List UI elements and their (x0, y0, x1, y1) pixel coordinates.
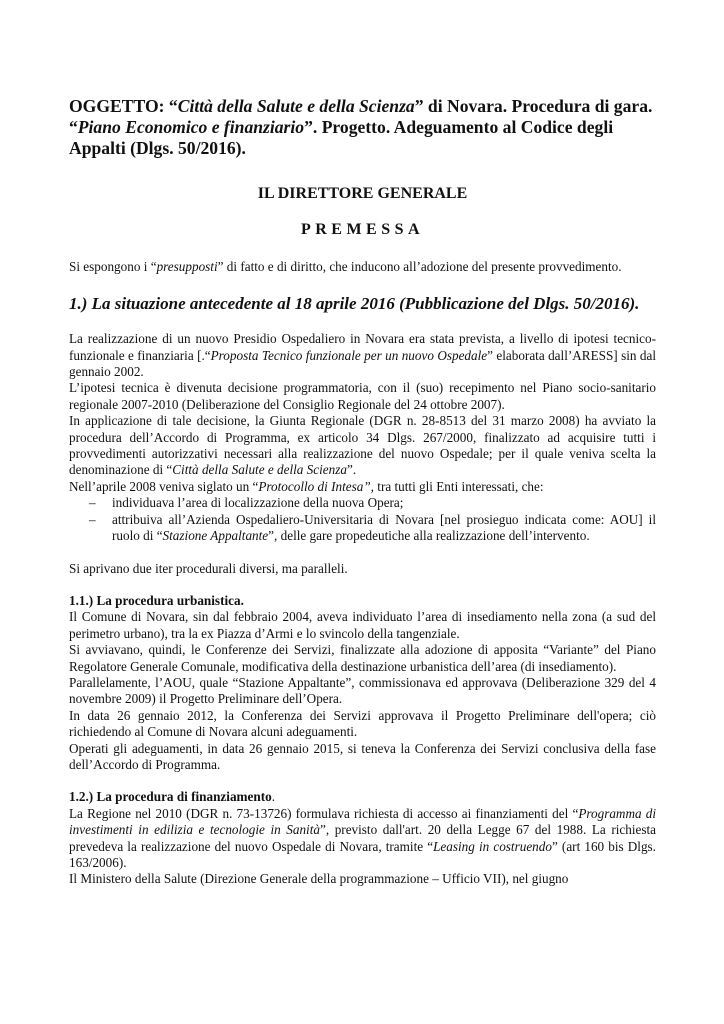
s11-paragraph-2: Si avviavano, quindi, le Conferenze dei Servizi, finalizzate alla adozione di apposita “Variante” del Piano Regolatore Generale Comunale, modificativa della destinazione urbanistica dell’area (di insediamento). (69, 642, 656, 674)
s1-paragraph-2: L’ipotesi tecnica è divenuta decisione programmatoria, con il (suo) recepimento nel Piano socio-sanitario regionale 2007-2010 (Deliberazione del Consiglio Regionale del 24 ottobre 2007). (69, 380, 656, 412)
s11-paragraph-1: Il Comune di Novara, sin dal febbraio 2004, aveva individuato l’area di insediamento nella zona (a sud del perimetro urbano), tra la ex Piazza d’Armi e lo svincolo della tangenziale. (69, 609, 656, 641)
s12-paragraph-1: La Regione nel 2010 (DGR n. 73-13726) formulava richiesta di accesso ai finanziamenti del “Programma di investimenti in edilizia e tecnologie in Sanità”, previsto dall'art. 20 della Legge 67 del 1988. La richiesta prevedeva la realizzazione del nuovo Ospedale di Novara, tramite “Leasing in costruendo” (art 160 bis Dlgs. 163/2006). (69, 805, 657, 870)
s12-paragraph-2: Il Ministero della Salute (Direzione Generale della programmazione – Ufficio VII), nel giugno (69, 871, 569, 887)
document-page (69, 96, 656, 888)
premessa-heading: PREMESSA (300, 221, 425, 239)
section-1-2-title: 1.2.) La procedura di finanziamento. (69, 789, 275, 805)
s1-paragraph-3: In applicazione di tale decisione, la Giunta Regionale (DGR n. 28-8513 del 31 marzo 2008) ha avviato la procedura dell’Accordo di Programma, ex articolo 34 Dlgs. 267/2000, finalizzato ad acquisire tutti i provvedimenti autorizzativi necessari alla realizzazione del nuovo Ospedale; per il quale veniva scelta la denominazione di “Città della Salute e della Scienza”. (69, 413, 656, 478)
section-1-1-title: 1.1.) La procedura urbanistica. (69, 592, 244, 608)
s11-paragraph-5: Operati gli adeguamenti, in data 26 gennaio 2015, si teneva la Conferenza dei Servizi conclusiva della fase dell’Accordo di Programma. (69, 740, 656, 772)
s1-paragraph-1: La realizzazione di un nuovo Presidio Ospedaliero in Novara era stata prevista, a livello di ipotesi tecnico-funzionale e finanziaria [.“Proposta Tecnico funzionale per un nuovo Ospedale” elaborata dall’ARESS] sin dal gennaio 2002. (69, 331, 656, 380)
s1-paragraph-4: Nell’aprile 2008 veniva siglato un “Protocollo di Intesa”, tra tutti gli Enti interessati, che: (69, 478, 544, 494)
s1-list (69, 495, 656, 544)
intro-paragraph: Si espongono i “presupposti” di fatto e di diritto, che inducono all’adozione del presente provvedimento. (69, 258, 622, 274)
direttore-heading: IL DIRETTORE GENERALE (257, 185, 468, 202)
section-1-title: 1.) La situazione antecedente al 18 aprile 2016 (Pubblicazione del Dlgs. 50/2016). (69, 294, 640, 314)
list-item: – attribuiva all’Azienda Ospedaliero-Universitaria di Novara [nel prosieguo indicata come: AOU] il ruolo di “Stazione Appaltante”, delle gare propedeutiche alla realizzazione dell’intervento. (69, 512, 656, 545)
s11-paragraph-4: In data 26 gennaio 2012, la Conferenza dei Servizi approvava il Progetto Preliminare dell'opera; ciò richiedendo al Comune di Novara alcuni adeguamenti. (69, 707, 656, 740)
oggetto-label: OGGETTO: (69, 96, 165, 116)
s11-paragraph-3: Parallelamente, l’AOU, quale “Stazione Appaltante”, commissionava ed approvava (Deliberazione 329 del 4 novembre 2009) il Progetto Preliminare dell’Opera. (69, 674, 656, 707)
oggetto-heading: OGGETTO: “Città della Salute e della Scienza” di Novara. Procedura di gara. “Piano Economico e finanziario”. Progetto. Adeguamento al Codice degli Appalti (Dlgs. 50/2016). (69, 96, 653, 158)
s1-paragraph-5: Si aprivano due iter procedurali diversi, ma paralleli. (69, 560, 348, 576)
list-item: – individuava l’area di localizzazione della nuova Opera; (69, 495, 656, 511)
